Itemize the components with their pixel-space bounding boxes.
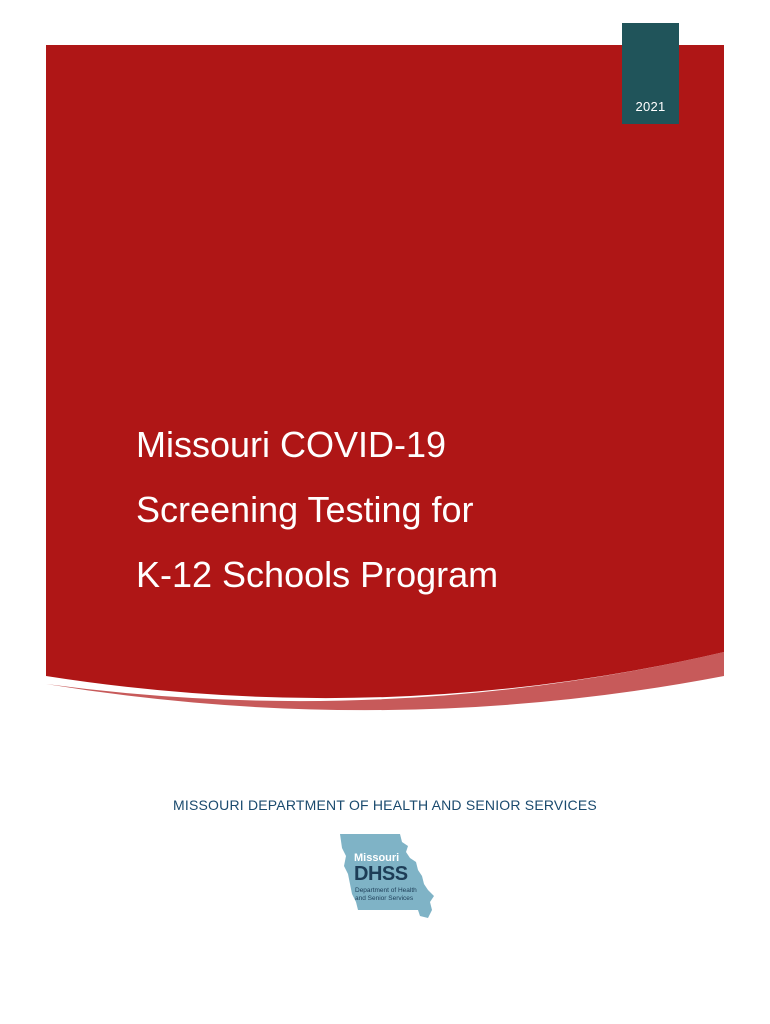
- logo-subtitle-line-2: and Senior Services: [355, 895, 414, 902]
- logo-state-text: Missouri: [354, 852, 400, 864]
- organization-name: MISSOURI DEPARTMENT OF HEALTH AND SENIOR SERVICES: [173, 797, 597, 813]
- year-tab: [622, 23, 679, 124]
- title-line-1: Missouri COVID-19: [136, 424, 447, 465]
- logo-subtitle-line-1: Department of Health: [355, 887, 417, 894]
- title-line-3: K-12 Schools Program: [136, 554, 499, 595]
- title-line-2: Screening Testing for: [136, 489, 474, 530]
- dhss-logo: [338, 832, 436, 920]
- year-label: 2021: [635, 99, 666, 114]
- document-title: [136, 412, 656, 607]
- logo-acronym: DHSS: [354, 863, 408, 885]
